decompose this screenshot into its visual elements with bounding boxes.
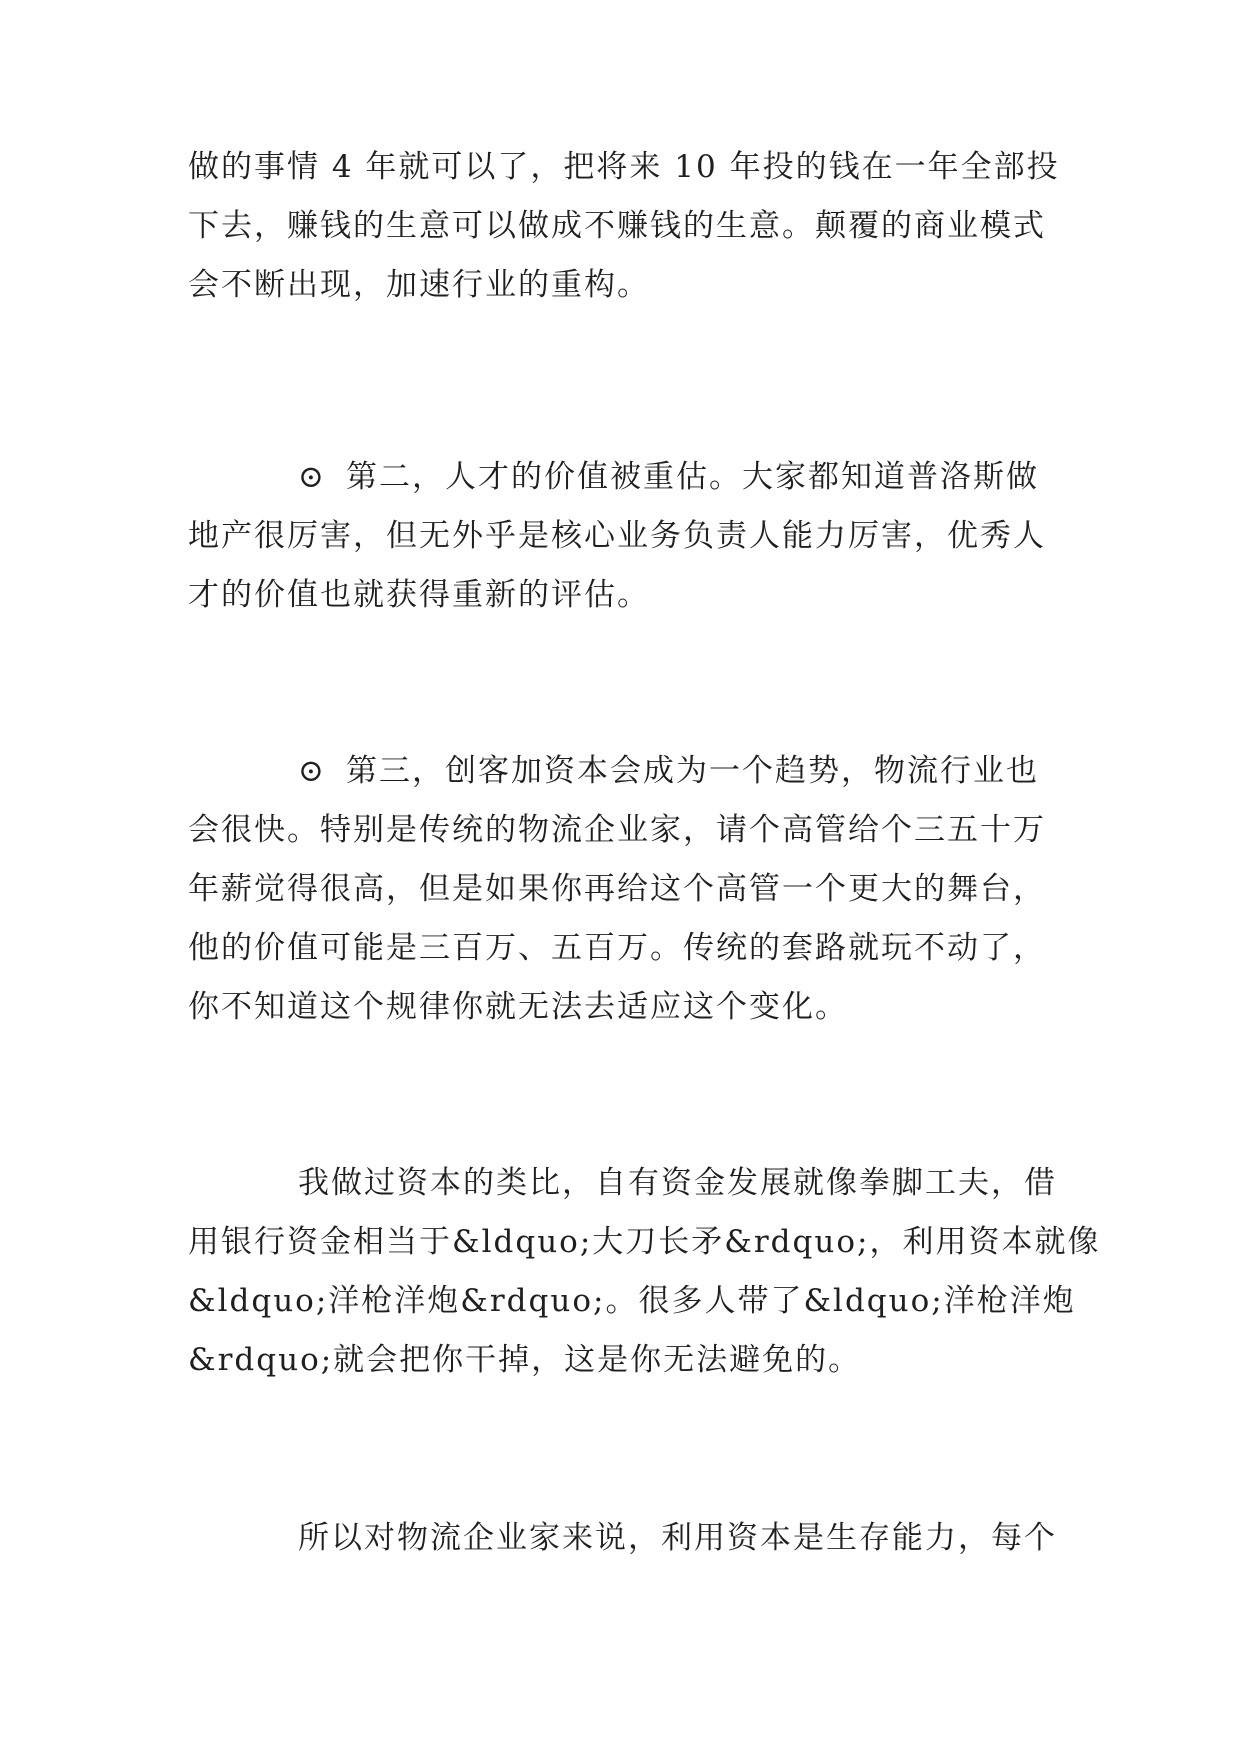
paragraph-2: [188, 448, 1058, 625]
paragraph-1: [188, 138, 1058, 315]
paragraph-line: 下去，赚钱的生意可以做成不赚钱的生意。颠覆的商业模式: [188, 208, 1046, 244]
paragraph-line-text: 第二，人才的价值被重估。大家都知道普洛斯做: [346, 459, 1039, 495]
paragraph-first-line: [188, 448, 1058, 507]
paragraph-line: &rdquo;就会把你干掉，这是你无法避免的。: [188, 1342, 862, 1378]
paragraph-line: 做的事情 4 年就可以了，把将来 10 年投的钱在一年全部投: [188, 149, 1060, 185]
paragraph-4: [188, 1154, 1101, 1390]
paragraph-first-line: [188, 742, 1058, 801]
paragraph-line: 他的价值可能是三百万、五百万。传统的套路就玩不动了，: [188, 930, 1046, 966]
paragraph-line: 地产很厉害，但无外乎是核心业务负责人能力厉害，优秀人: [188, 518, 1046, 554]
paragraph-line: 你不知道这个规律你就无法去适应这个变化。: [188, 989, 848, 1025]
paragraph-line: 会很快。特别是传统的物流企业家，请个高管给个三五十万: [188, 812, 1046, 848]
paragraph-first-line: [188, 1509, 1058, 1568]
paragraph-line-text: 我做过资本的类比，自有资金发展就像拳脚工夫，借: [298, 1165, 1057, 1201]
circle-dot-bullet-icon: ⊙: [298, 459, 326, 495]
paragraph-3: [188, 742, 1058, 1037]
paragraph-line-text: 第三，创客加资本会成为一个趋势，物流行业也: [346, 753, 1039, 789]
paragraph-5: [188, 1509, 1058, 1568]
paragraph-line: 年薪觉得很高，但是如果你再给这个高管一个更大的舞台，: [188, 871, 1046, 907]
paragraph-line: 才的价值也就获得重新的评估。: [188, 577, 650, 613]
paragraph-line-text: 所以对物流企业家来说，利用资本是生存能力，每个: [298, 1520, 1057, 1556]
paragraph-line: 用银行资金相当于&ldquo;大刀长矛&rdquo;，利用资本就像: [188, 1224, 1101, 1260]
circle-dot-bullet-icon: ⊙: [298, 753, 326, 789]
paragraph-line: 会不断出现，加速行业的重构。: [188, 267, 650, 303]
paragraph-first-line: [188, 1154, 1058, 1213]
paragraph-line: &ldquo;洋枪洋炮&rdquo;。很多人带了&ldquo;洋枪洋炮: [188, 1283, 1076, 1319]
